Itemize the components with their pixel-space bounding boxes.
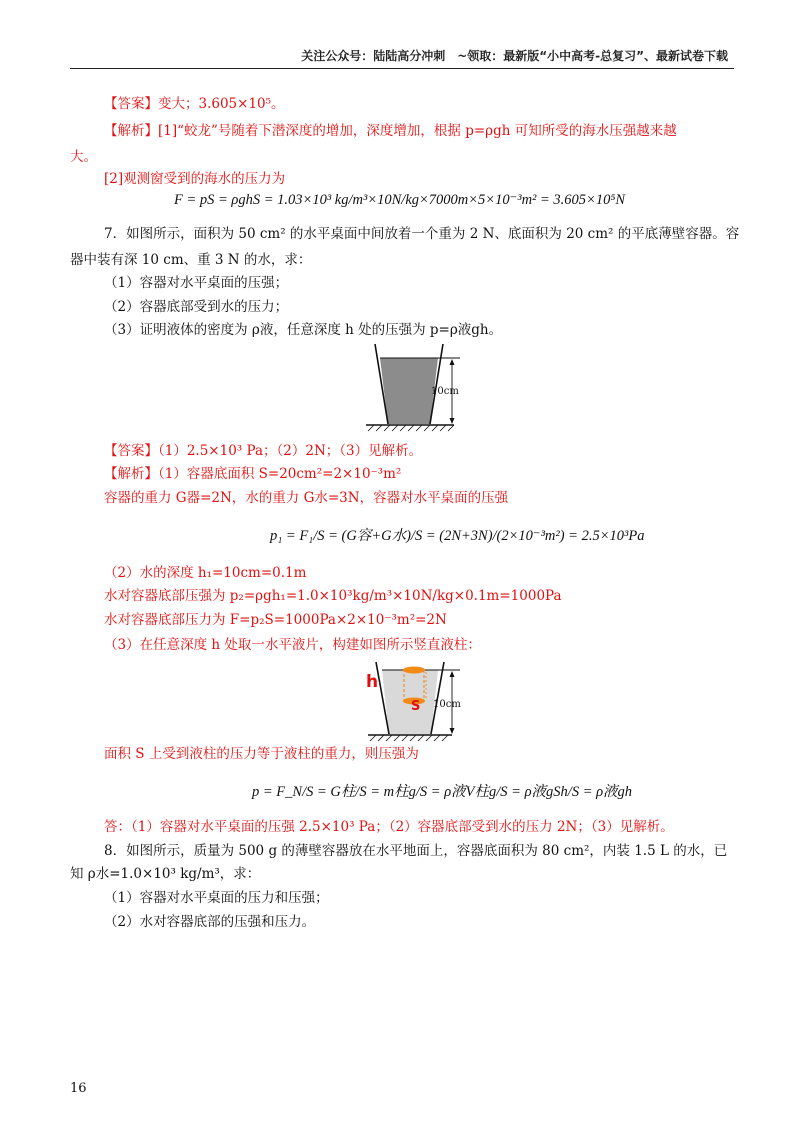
q6-analysis-tag: 【解析】	[104, 123, 158, 139]
q8-sub1: （1）容器对水平桌面的压力和压强；	[104, 890, 329, 906]
q6-answer-text: 变大；3.605×10⁵。	[158, 96, 285, 112]
q7-analysis-l4: 水对容器底部压强为 p₂=ρgh₁=1.0×10³kg/m³×10N/kg×0.1m=1000Pa	[104, 588, 562, 604]
q7-analysis-tag: 【解析】	[104, 466, 158, 482]
q7-analysis-l2: 容器的重力 G器=2N，水的重力 G水=3N，容器对水平桌面的压强	[104, 490, 509, 506]
q8-stem-line2: 知 ρ水=1.0×10³ kg/m³，求：	[70, 866, 261, 882]
q7-equation2: p = F_N/S = G柱/S = m柱g/S = ρ液V柱g/S = ρ液gSh/S = ρ液gh	[252, 784, 633, 800]
page-header: 关注公众号：陆陆高分冲刺 ~领取：最新版“小中高考-总复习”、最新试卷下载	[301, 49, 728, 63]
q7-answer: 【答案】（1）2.5×10³ Pa；（2）2N；（3）见解析。	[104, 443, 423, 459]
q6-equation: F = pS = ρghS = 1.03×10³ kg/m³×10N/kg×7000m×5×10⁻³m² = 3.605×10⁵N	[174, 192, 626, 208]
q6-analysis-line1: 【解析】[1]“蛟龙”号随着下潜深度的增加，深度增加，根据 p=ρgh 可知所受的海水压强越来越	[104, 123, 677, 139]
header-rule	[70, 68, 734, 69]
q8-sub2: （2）水对容器底部的压强和压力。	[104, 914, 316, 930]
q6-answer	[104, 94, 285, 114]
q6-analysis-line2: 大。	[70, 149, 97, 165]
top-surface	[403, 667, 425, 674]
figure2-h-label: h	[366, 672, 379, 692]
q7-sub3: （3）证明液体的密度为 ρ液，任意深度 h 处的压强为 p=ρ液gh。	[104, 322, 503, 338]
figure2-s-label: S	[411, 699, 421, 714]
q7-stem-line1: 7．如图所示，面积为 50 cm² 的水平桌面中间放着一个重为 2 N、底面积为 20 cm² 的平底薄壁容器。容	[104, 226, 740, 242]
q7-sub2: （2）容器底部受到水的压力；	[104, 299, 289, 315]
page-number: 16	[70, 1081, 87, 1096]
q7-conclusion: 答：（1）容器对水平桌面的压强 2.5×10³ Pa；（2）容器底部受到水的压力 2N；（3）见解析。	[104, 819, 674, 835]
q7-analysis-l7: 面积 S 上受到液柱的压力等于液柱的重力，则压强为	[104, 746, 419, 762]
q7-analysis-l1: 【解析】（1）容器底面积 S=20cm²=2×10⁻³m²	[104, 466, 402, 482]
q7-equation1: p₁ = F₁/S = (G容+G水)/S = (2N+3N)/(2×10⁻³m²) = 2.5×10³Pa	[270, 528, 645, 544]
q7-analysis-l3: （2）水的深度 h₁=10cm=0.1m	[104, 565, 307, 581]
water-fill	[380, 358, 438, 424]
q7-analysis-l5: 水对容器底部压力为 F=p₂S=1000Pa×2×10⁻³m²=2N	[104, 612, 447, 628]
q7-answer-tag: 【答案】	[104, 443, 158, 459]
figure2-depth-label: 10cm	[433, 699, 461, 710]
figure1-depth-label: 10cm	[431, 386, 459, 397]
q6-answer-tag: 【答案】	[104, 96, 158, 112]
q7-analysis-l6: （3）在任意深度 h 处取一水平液片，构建如图所示竖直液柱：	[104, 637, 481, 653]
q8-stem-line1: 8．如图所示，质量为 500 g 的薄壁容器放在水平地面上，容器底面积为 80 cm²，内装 1.5 L 的水，已	[104, 843, 728, 859]
q6-part2-intro: [2]观测窗受到的海水的压力为	[104, 171, 286, 187]
q7-sub1: （1）容器对水平桌面的压强；	[104, 275, 289, 291]
q7-stem-line2: 器中装有深 10 cm、重 3 N 的水，求：	[70, 252, 312, 268]
